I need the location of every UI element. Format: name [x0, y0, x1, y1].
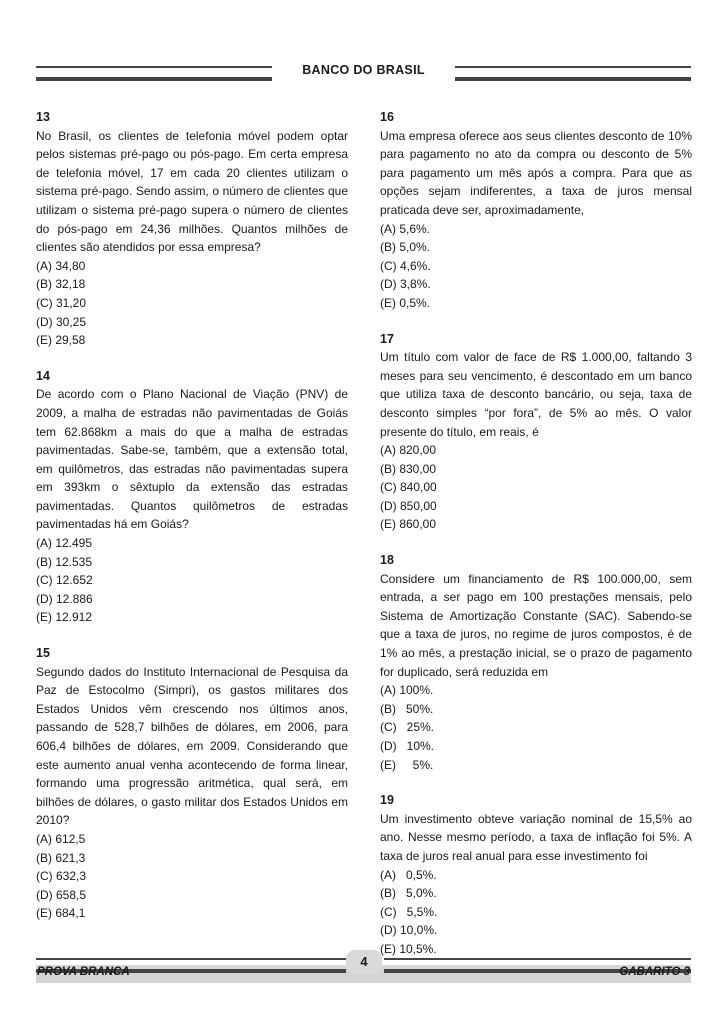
question-text: Uma empresa oferece aos seus clientes desconto de 10% para pagamento no ato da compra ou desconto de 5% para pagamento um mês após a compra. Para que as opções sejam indiferentes, a taxa de juros mensal praticada deve ser, aproximadamente,: [380, 128, 692, 217]
question-number: 13: [36, 110, 50, 124]
question-14: [36, 367, 348, 627]
question-19: [380, 791, 692, 958]
option-e: (E) 12.912: [36, 610, 93, 625]
option-b: (B) 5,0%.: [380, 240, 431, 255]
option-e: (E) 0,5%.: [380, 295, 431, 310]
question-number: 14: [36, 368, 50, 383]
header-rule-left: [36, 66, 272, 81]
option-d: (D) 12.886: [36, 591, 93, 606]
option-a: (A) 12.495: [36, 536, 93, 551]
question-15: [36, 644, 348, 923]
option-b: (B) 621,3: [36, 850, 86, 865]
option-e: (E) 10,5%.: [380, 941, 437, 956]
question-text: Um título com valor de face de R$ 1.000,00, faltando 3 meses para seu vencimento, é descontado em um banco que utiliza taxa de desconto bancário, ou seja, taxa de desconto simples “por fora”, de 5% ao mês. O valor presente do título, em reais, é: [380, 350, 692, 439]
option-a: (A) 820,00: [380, 443, 437, 458]
option-c: (C) 12.652: [36, 573, 93, 588]
option-e: (E) 684,1: [36, 906, 86, 921]
option-b: (B) 12.535: [36, 554, 93, 569]
left-column: [36, 108, 348, 940]
question-number: 15: [36, 646, 50, 661]
option-c: (C) 840,00: [380, 480, 437, 495]
option-d: (D) 658,5: [36, 887, 87, 902]
question-text: No Brasil, os clientes de telefonia móvel podem optar pelos sistemas pré-pago ou pós-pago. Em certa empresa de telefonia móvel, 17 em cada 20 clientes utilizam o sistema pré-pago. Sendo assim, o número de clientes que utilizam o sistema pré-pago supera o número de clientes do pós-pago em 24,36 milhões. Quantos milhões de clientes são atendidos por essa empresa?: [36, 128, 348, 255]
option-c: (C) 632,3: [36, 869, 87, 884]
header-title: BANCO DO BRASIL: [302, 63, 425, 77]
question-18: [380, 551, 692, 774]
header-rule-right: [455, 66, 691, 81]
option-b: (B) 50%.: [380, 701, 434, 716]
question-13: [36, 108, 348, 350]
option-b: (B) 32,18: [36, 277, 86, 292]
option-b: (B) 5,0%.: [380, 886, 437, 901]
option-c: (C) 5,5%.: [380, 904, 438, 919]
option-c: (C) 4,6%.: [380, 258, 431, 273]
question-16: [380, 108, 692, 313]
question-number: 19: [380, 793, 394, 808]
option-a: (A) 5,6%.: [380, 221, 431, 236]
option-d: (D) 30,25: [36, 314, 87, 329]
page-number: 4: [346, 950, 382, 974]
question-text: Um investimento obteve variação nominal de 15,5% ao ano. Nesse mesmo período, a taxa de inflação foi 5%. A taxa de juros real anual para esse investimento foi: [380, 811, 692, 863]
option-d: (D) 10%.: [380, 739, 435, 753]
option-e: (E) 860,00: [380, 517, 437, 532]
option-a: (A) 34,80: [36, 258, 86, 273]
option-a: (A) 612,5: [36, 831, 86, 846]
option-a: (A) 0,5%.: [380, 867, 437, 882]
option-d: (D) 10,0%.: [380, 923, 438, 938]
question-number: 17: [380, 331, 394, 346]
option-d: (D) 3,8%.: [380, 277, 431, 292]
question-text: Considere um financiamento de R$ 100.000,00, sem entrada, a ser pago em 100 prestações mensais, pelo Sistema de Amortização Constante (SAC). Sabendo-se que a taxa de juros, no regime de juros compostos, é de 1% ao mês, a prestação inicial, se o prazo de pagamento for duplicado, será reduzida em: [380, 571, 692, 679]
option-a: (A) 100%.: [380, 683, 434, 698]
option-d: (D) 850,00: [380, 498, 437, 513]
option-b: (B) 830,00: [380, 461, 437, 476]
right-column: [380, 108, 692, 976]
question-text: De acordo com o Plano Nacional de Viação (PNV) de 2009, a malha de estradas não pavimentadas de Goiás tem 62.868km a mais do que a malha de estradas pavimentadas. Sabe-se, também, que a extensão total, em quilômetros, das estradas não pavimentadas supera em 393km o sêxtuplo da extensão das estradas pavimentadas. Quantos quilômetros de estradas pavimentadas há em Goiás?: [36, 387, 348, 532]
question-number: 16: [380, 110, 394, 124]
option-c: (C) 25%.: [380, 720, 435, 735]
footer-left-label: PROVA BRANCA: [37, 966, 130, 978]
option-e: (E) 5%.: [380, 757, 434, 772]
option-e: (E) 29,58: [36, 333, 86, 348]
question-number: 18: [380, 553, 394, 568]
option-c: (C) 31,20: [36, 295, 87, 310]
question-17: [380, 330, 692, 535]
footer-right-label: GABARITO 3: [619, 966, 690, 978]
question-text: Segundo dados do Instituto Internacional de Pesquisa da Paz de Estocolmo (Simpri), os gastos militares dos Estados Unidos vêm crescendo nos últimos anos, passando de 528,7 bilhões de dólares, em 2006, para 606,4 bilhões de dólares, em 2009. Considerando que este aumento anual venha acontecendo de forma linear, formando uma progressão aritmética, qual será, em bilhões de dólares, o gasto militar dos Estados Unidos em 2010?: [36, 664, 348, 828]
